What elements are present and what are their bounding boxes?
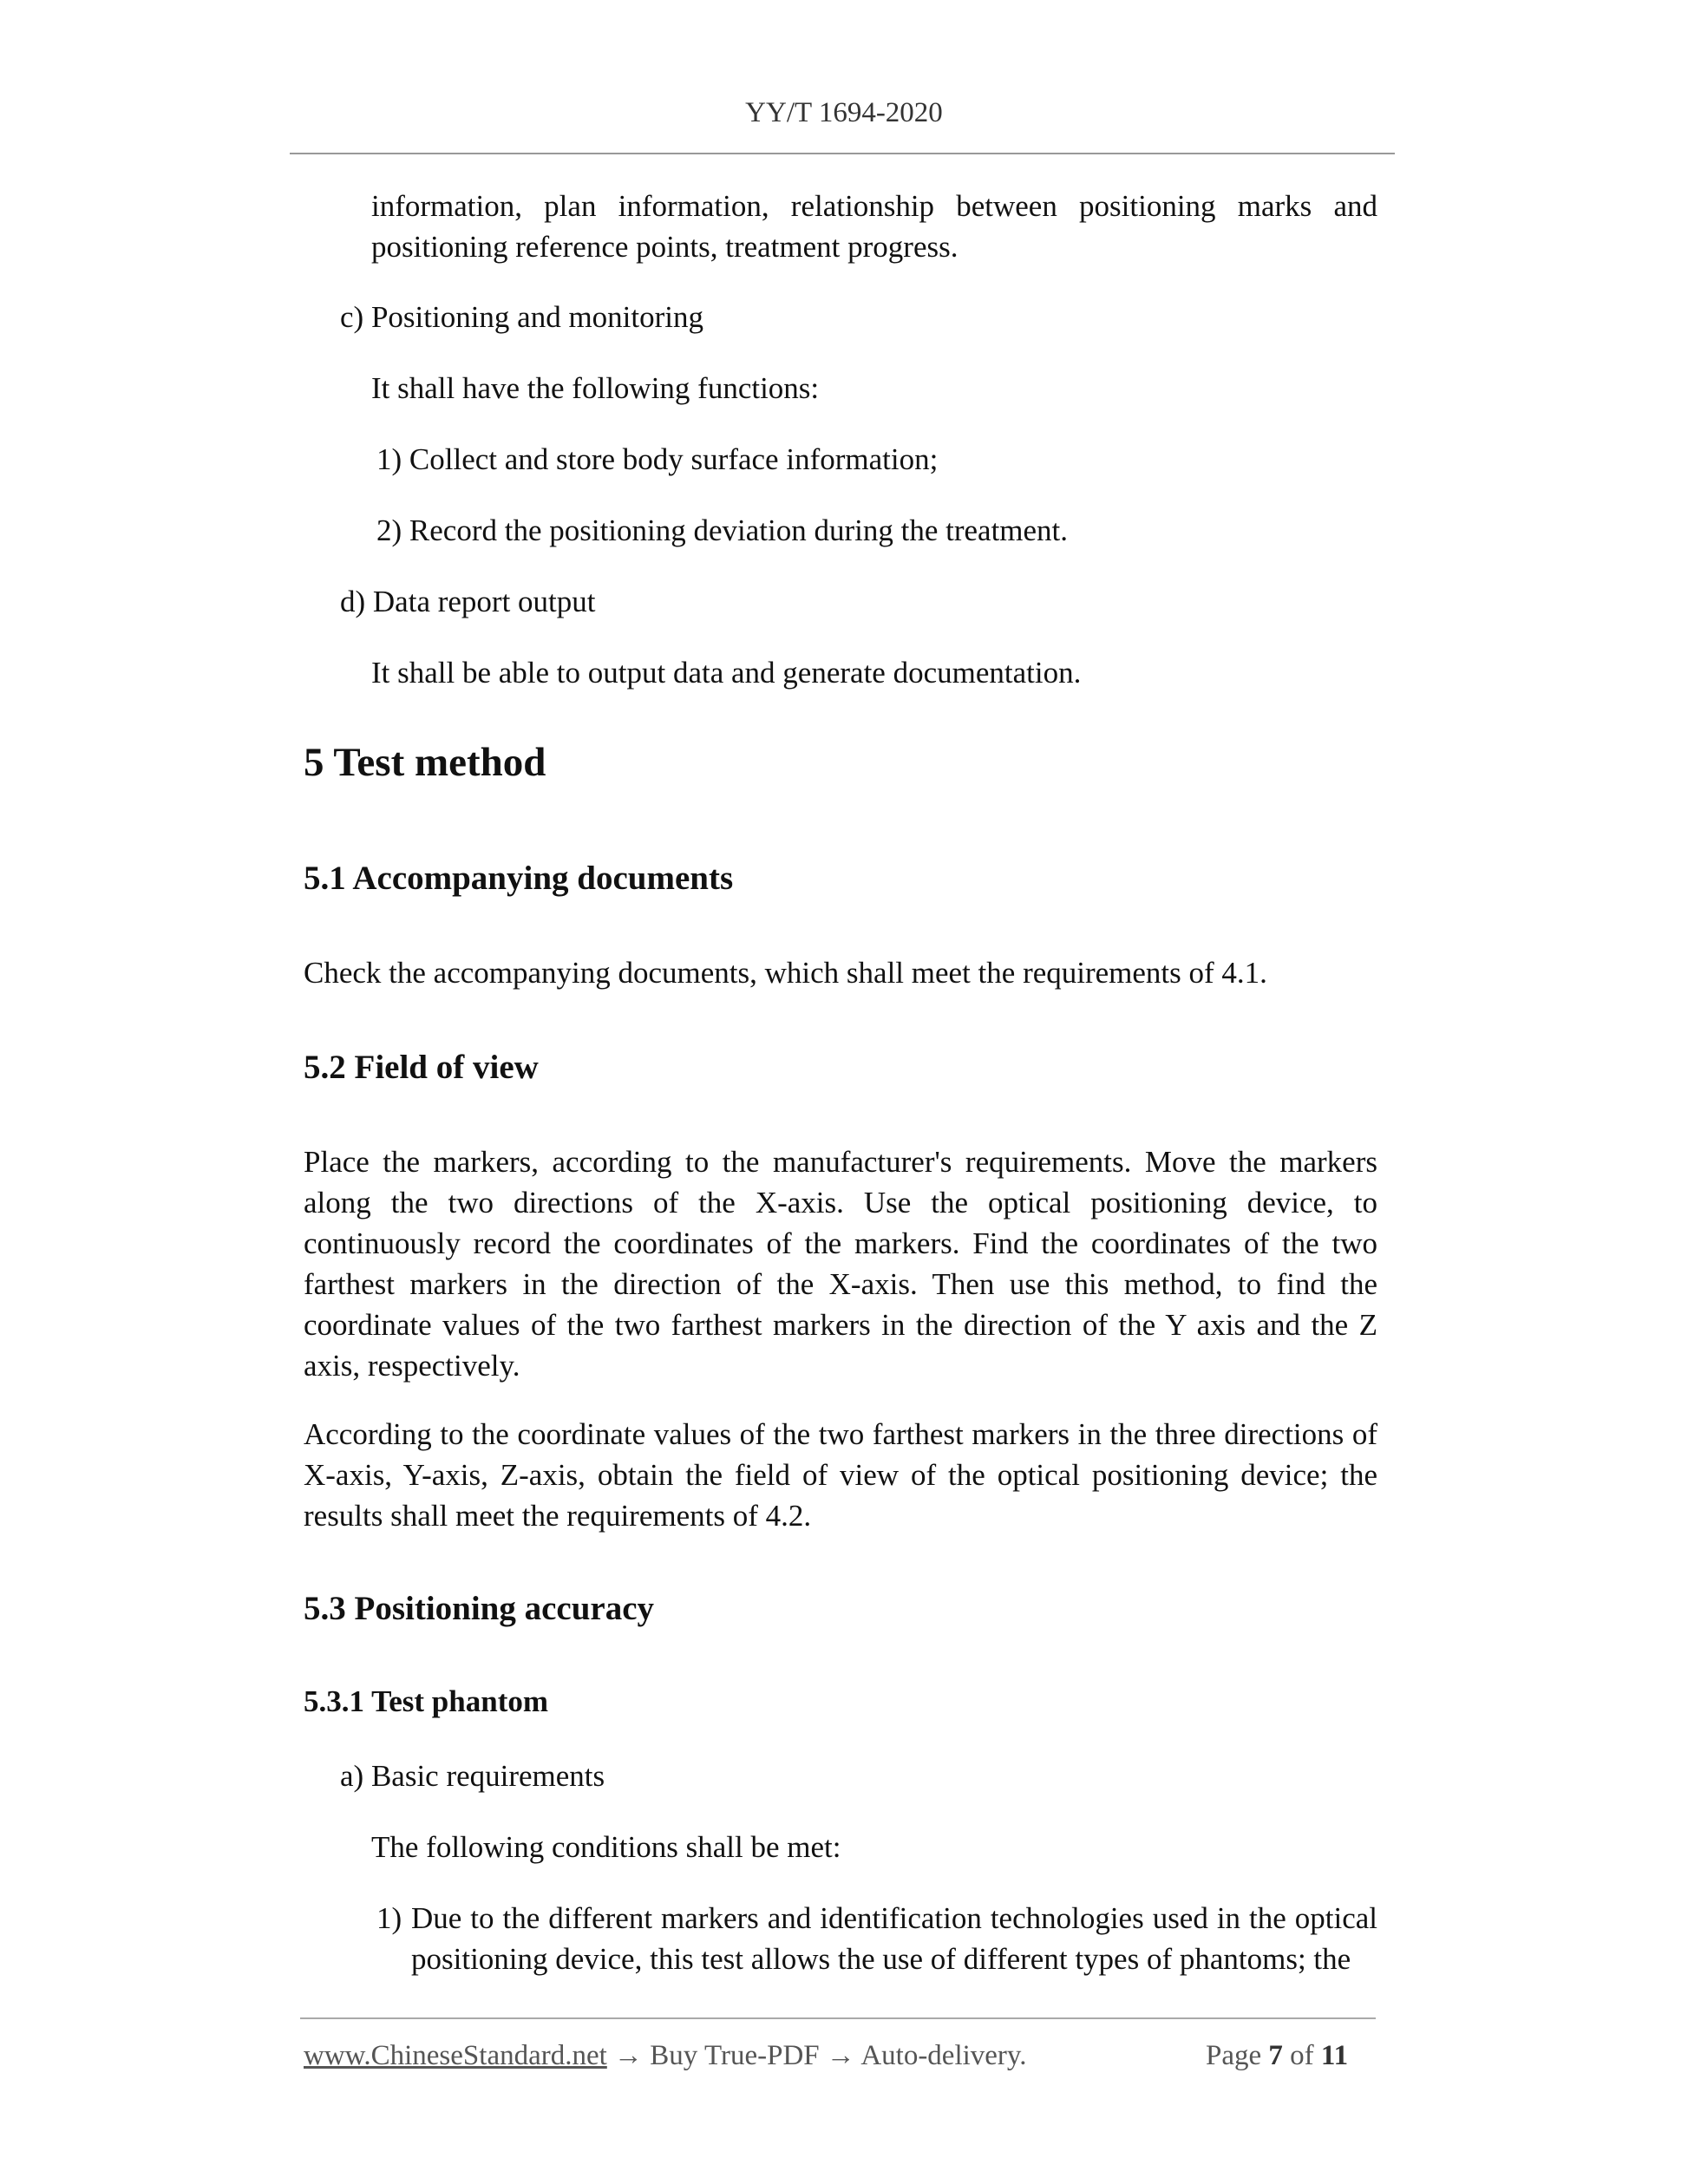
list-item-c-1: 1) Collect and store body surface information; — [376, 442, 939, 476]
continued-paragraph: information, plan information, relationship between positioning marks and positioning reference points, treatment progress. — [371, 189, 1377, 264]
current-page: 7 — [1268, 2040, 1283, 2071]
section-5-heading: 5 Test method — [304, 740, 546, 785]
site-link[interactable]: www.ChineseStandard.net — [304, 2040, 607, 2071]
arrow-right-icon: → — [614, 2040, 644, 2071]
section-5-3-1-heading: 5.3.1 Test phantom — [304, 1684, 549, 1718]
page-word: Page — [1206, 2040, 1262, 2071]
header-divider — [290, 153, 1395, 154]
page-header: YY/T 1694-2020 — [745, 97, 943, 128]
section-5-2-paragraph-1: Place the markers, according to the manufacturer's requirements. Move the markers along the two directions of the X-axis. Use the optical positioning device, to continuously record the coordinates of the markers. Find the coordinates of the two farthest markers in the direction of the X-axis. Then use this method, to find the coordinate values of the two farthest markers in the direction of the Y axis and the Z axis, respectively. — [304, 1145, 1377, 1383]
list-item-a-text: The following conditions shall be met: — [371, 1830, 841, 1864]
list-item-a-1: Due to the different markers and identification technologies used in the optical positioning device, this test allows the use of different types of phantoms; the — [411, 1901, 1377, 1976]
list-item-c-2: 2) Record the positioning deviation during the treatment. — [376, 513, 1069, 547]
section-5-1-heading: 5.1 Accompanying documents — [304, 860, 734, 897]
section-5-2-paragraph-2: According to the coordinate values of the two farthest markers in the three directions of X-axis, Y-axis, Z-axis, obtain the field of view of the optical positioning device; the results shall meet the requirements of 4.2. — [304, 1417, 1377, 1533]
list-item-d: d) Data report output — [340, 585, 596, 618]
list-item-c-text: It shall have the following functions: — [371, 371, 820, 405]
section-5-1-text: Check the accompanying documents, which shall meet the requirements of 4.1. — [304, 956, 1267, 990]
footer-left — [304, 2040, 1027, 2072]
list-item-d-text: It shall be able to output data and generate documentation. — [371, 656, 1082, 690]
total-pages: 11 — [1320, 2040, 1349, 2071]
list-item-a: a) Basic requirements — [340, 1759, 605, 1793]
list-item-c: c) Positioning and monitoring — [340, 300, 704, 334]
auto-delivery-text: Auto-delivery. — [860, 2040, 1027, 2071]
page-number — [1206, 2040, 1348, 2072]
buy-pdf-text: Buy True-PDF — [650, 2040, 820, 2071]
footer-divider — [300, 2017, 1376, 2019]
list-item-a-1-number: 1) — [376, 1901, 402, 1935]
section-5-2-heading: 5.2 Field of view — [304, 1049, 539, 1086]
section-5-3-heading: 5.3 Positioning accuracy — [304, 1590, 655, 1627]
arrow-right-icon: → — [826, 2040, 855, 2071]
of-word: of — [1290, 2040, 1314, 2071]
